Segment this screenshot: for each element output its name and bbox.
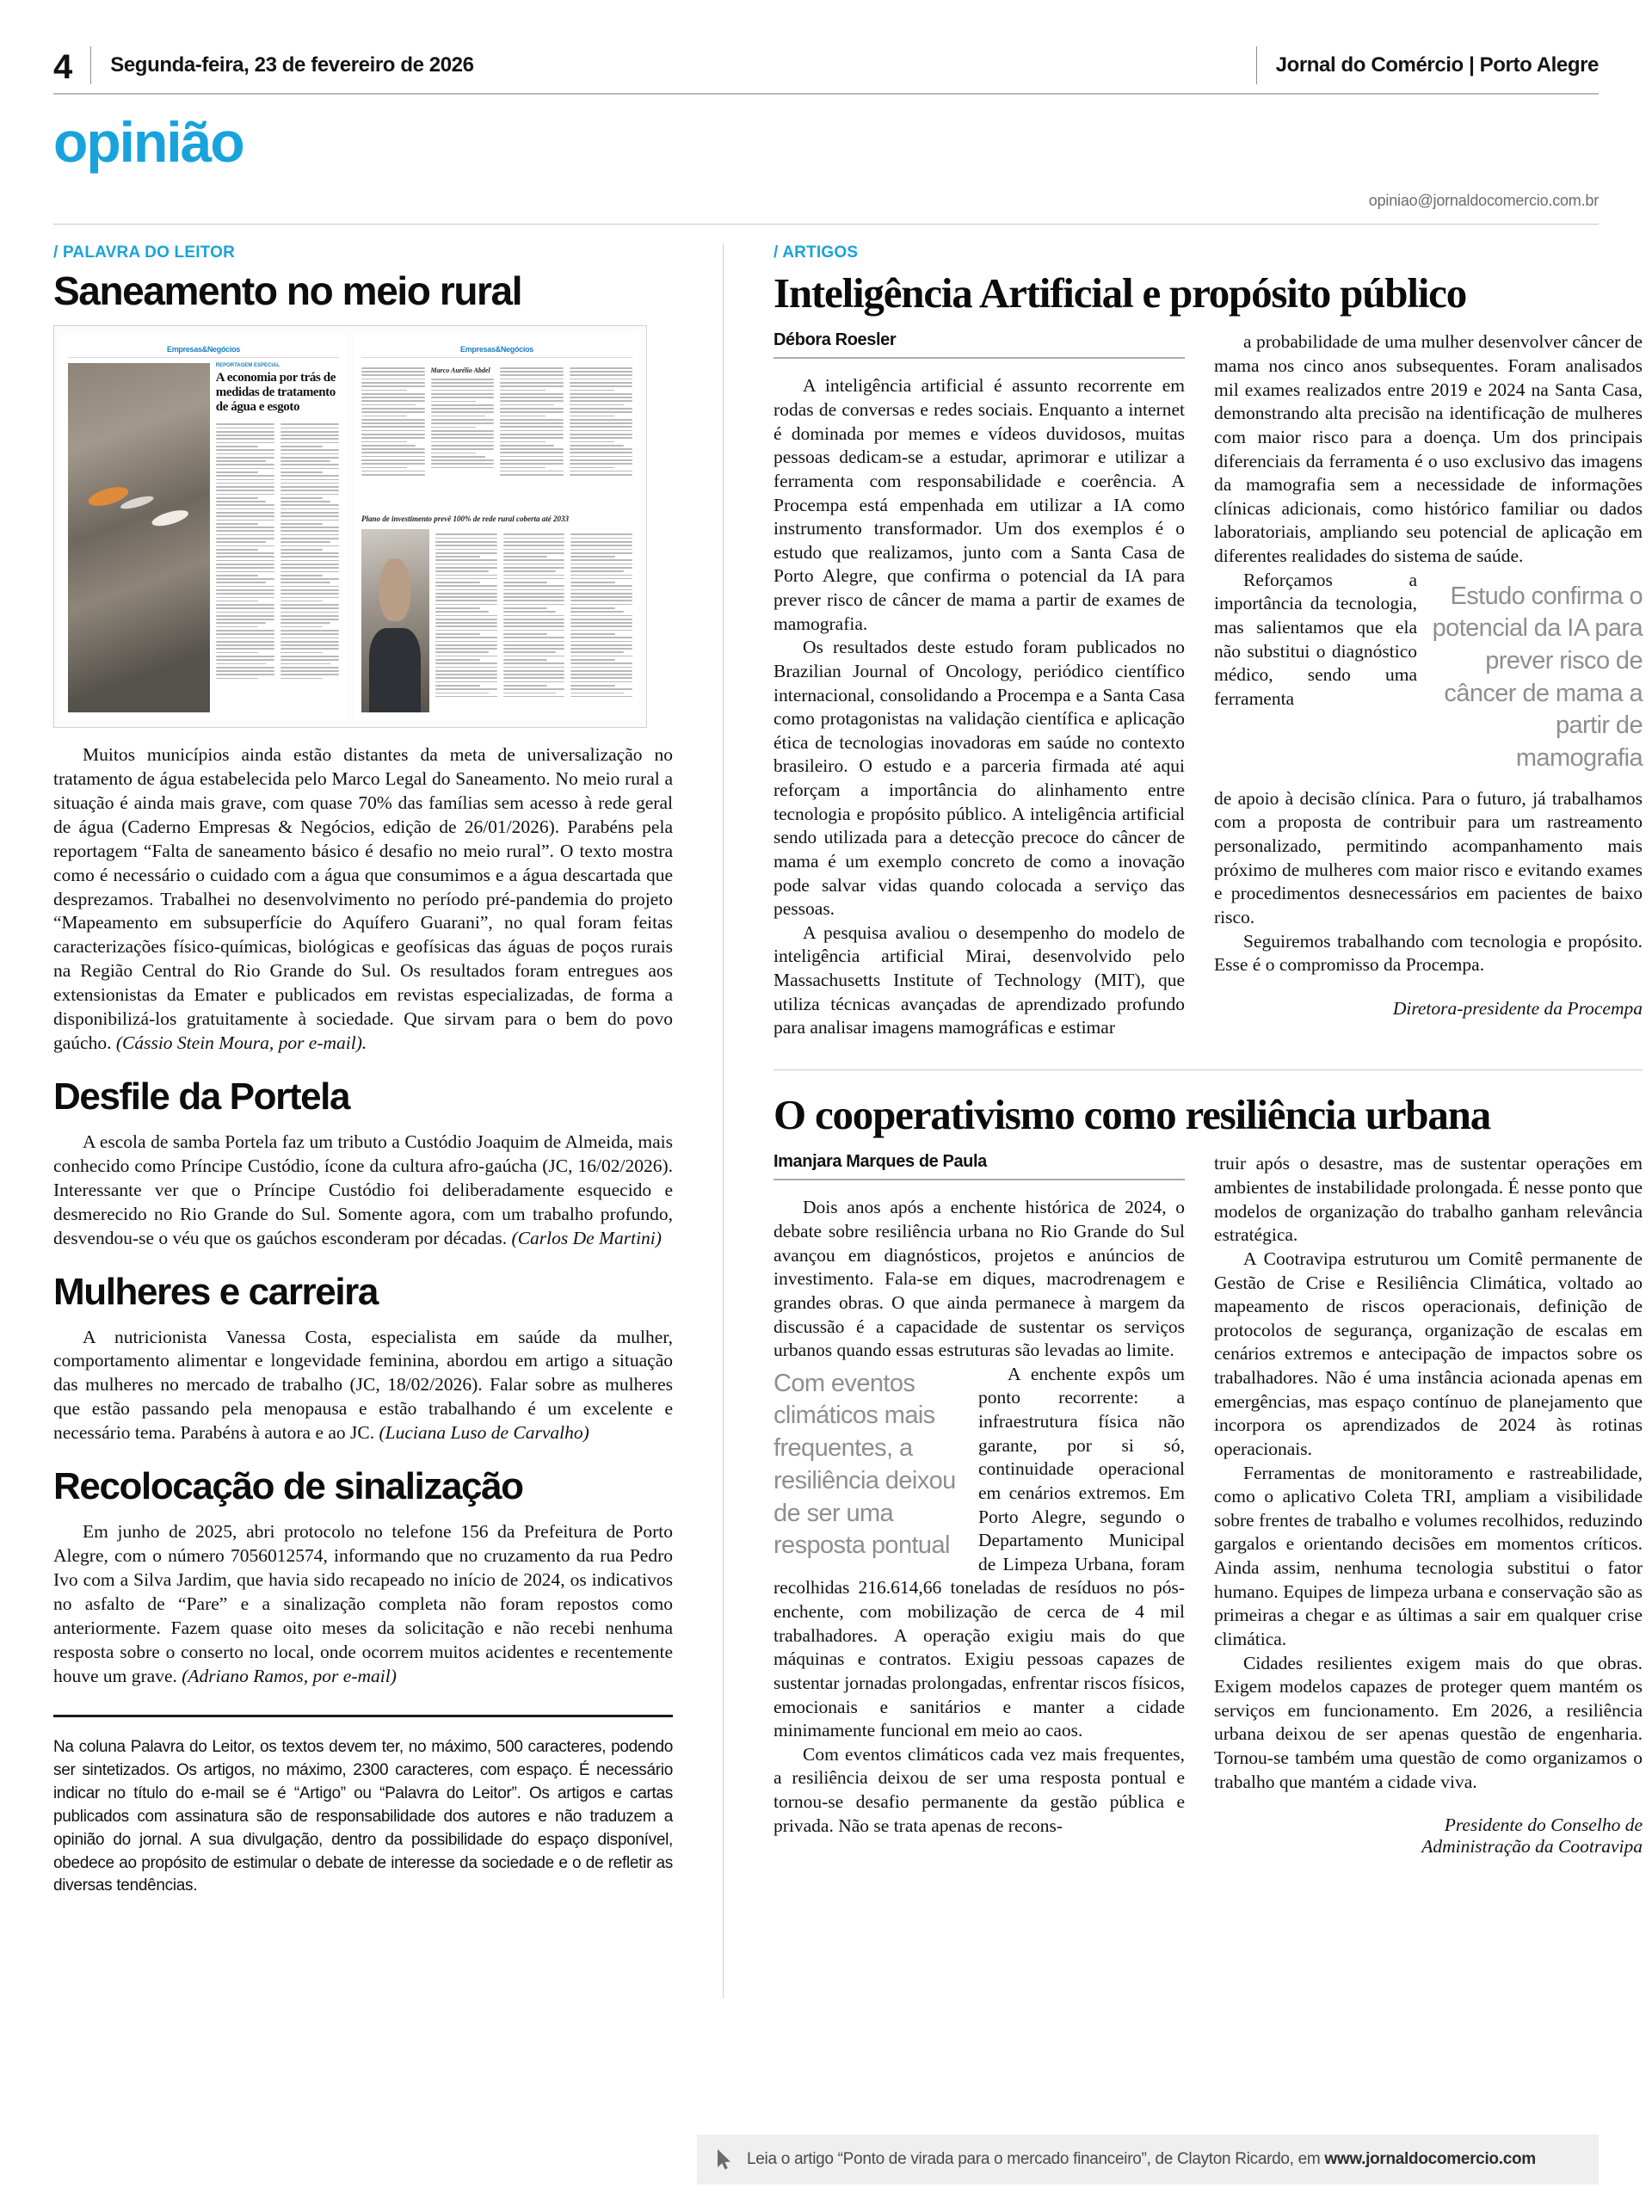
letter-signature-3: (Luciana Luso de Carvalho) — [379, 1422, 589, 1444]
letter-body-4: Em junho de 2025, abri protocolo no telefone 156 da Prefeitura de Porto Alegre, com o número 7056012574, informando que no cruzamento da rua Pedro Ivo com a Silva Jardim, que havia sido recapeado no início de 2024, os indicativos no asfalto de “Pare” e a sinalização completa não foram repostos como anteriormente. Fazem quase oito meses da solicitação e não recebi nenhuma resposta sobre o conserto no local, onde ocorrem muitos acidentes e recentemente houve um grave. (Adriano Ramos, por e-mail) — [53, 1521, 673, 1686]
clipping-right-page — [354, 333, 639, 720]
article-1-para-4: a probabilidade de uma mulher desenvolver câncer de mama nos cinco anos subsequentes. Foram analisados mil exames realizados entre 2019 e 2024 na Santa Casa, demonstrando alta precisão na identificação de mulheres com maior risco para a doença. Um dos principais diferenciais da ferramenta é o uso exclusivo das imagens da mamografia sem a necessidade de informações clínicas adicionais, como histórico familiar ou dados laboratoriais, ampliando seu potencial de aplicação em diferentes realidades do sistema de saúde. — [1214, 331, 1643, 567]
clipping-kicker: REPORTAGEM ESPECIAL — [215, 362, 280, 368]
section-email[interactable]: opiniao@jornaldocomercio.com.br — [1368, 192, 1599, 209]
article-2-signature-line1: Presidente do Conselho de — [1444, 1815, 1643, 1836]
page-number: 4 — [53, 48, 72, 86]
letters-divider — [53, 1715, 673, 1717]
letter-title-2: Desfile da Portela — [53, 1075, 350, 1118]
letter-body-1: Muitos municípios ainda estão distantes da meta de universalização no tratamento de água estabelecida pelo Marco Legal do Saneamento. No meio rural a situação é ainda mais grave, com quase 70% das famílias sem acesso à rede geral de água (Caderno Empresas & Negócios, edição de 26/01/2026). Parabéns pela reportagem “Falta de saneamento básico é desafio no meio rural”. O texto mostra como é necessário o cuidado com a água que consumimos e a água descartada que desprezamos. Trabalhei no desenvolvimento no período pré-pandemia do projeto “Mapeamento em subsuperfície do Aquífero Guarani”, no qual foram feitas caracterizações físico-químicas, biológicas e geofísicas das águas de poços rurais na Região Central do Rio Grande do Sul. Os resultados foram entregues aos extensionistas da Emater e publicados em revistas especializadas, de forma a disponibilizá-los gratuitamente à sociedade. Que sirvam para o bem do povo gaúcho. (Cássio Stein Moura, por e-mail). — [53, 743, 673, 1054]
letters-column — [53, 243, 673, 1898]
article-divider — [774, 1069, 1643, 1070]
article-1-para-6: de apoio à decisão clínica. Para o futuro, já trabalhamos com a proposta de contribuir para um rastreamento personalizado, permitindo acompanhamento mais próximo de mulheres com maior risco e evitando exames e procedimentos desnecessários em pacientes de baixo risco. — [1214, 787, 1643, 927]
letter-body-2: A escola de samba Portela faz um tributo a Custódio Joaquim de Almeida, mais conhecido como Príncipe Custódio, ícone da cultura afro-gaúcha (JC, 16/02/2026). Interessante ver que o Príncipe Custódio foi deliberadamente esquecido e desmerecido no Rio Grande do Sul. Somente agora, com um trabalho profundo, desvendou-se o véu que os gaúchos esconderam por décadas. (Carlos De Martini) — [53, 1131, 673, 1248]
promo-bar[interactable] — [697, 2135, 1599, 2184]
promo-url[interactable]: www.jornaldocomercio.com — [1324, 2150, 1536, 2168]
letter-title-3: Mulheres e carreira — [53, 1270, 378, 1313]
letter-body-3: A nutricionista Vanessa Costa, especialista em saúde da mulher, comportamento alimentar e longevidade feminina, abordou em artigo a situação das mulheres no mercado de trabalho (JC, 18/02/2026). Falar sobre as mulheres que estão passando pela menopausa e estão trabalhando é um excelente e necessário tema. Parabéns à autora e ao JC. (Luciana Luso de Carvalho) — [53, 1326, 673, 1444]
article-2-signature-line2: Administração da Cootravipa — [1421, 1836, 1643, 1858]
article-1-para-7: Seguiremos trabalhando com tecnologia e propósito. Esse é o compromisso da Procempa. — [1214, 930, 1643, 976]
article-1-left-column — [774, 330, 1185, 1040]
article-1-para-2: Os resultados deste estudo foram publicados no Brazilian Journal of Oncology, periódico científico internacional, consolidando a Procempa e a Santa Casa como protagonistas na validação científica e aplicação ética de tecnologias inovadoras em saúde no contexto brasileiro. O estudo e a parceria firmada até aqui reforçam a importância do alinhamento entre tecnologia e propósito público. A inteligência artificial sendo utilizada para a detecção precoce do câncer de mama é um exemplo concreto de como a inovação pode salvar vidas quando colocada a serviço das pessoas. — [774, 637, 1185, 920]
article-1-signature: Diretora-presidente da Procempa — [1392, 997, 1643, 1019]
article-1-para-5: Reforçamos a importância da tecnologia, mas salientamos que ela não substitui o diagnóstico médico, sendo uma ferramenta — [1214, 569, 1417, 709]
promo-prefix: Leia o artigo “Ponto de virada para o mercado financeiro”, de Clayton Ricardo, em — [747, 2150, 1325, 2168]
article-2-para-3: Com eventos climáticos cada vez mais frequentes, a resiliência deixou de ser uma resposta pontual e tornou-se desafio permanente da gestão pública e privada. Não se trata apenas de recons- — [774, 1743, 1185, 1836]
edition-date: Segunda-feira, 23 de fevereiro de 2026 — [110, 53, 474, 77]
letter-signature-1: (Cássio Stein Moura, por e-mail). — [115, 1032, 367, 1054]
article-cooperativismo — [774, 1090, 1643, 1858]
clipping-brand-left: Empresas&Negócios — [167, 344, 240, 354]
article-1-pullquote: Estudo confirma o potencial da IA para prever risco de câncer de mama a partir de mamografia — [1432, 582, 1643, 773]
article-2-pullquote: Com eventos climáticos mais frequentes, a resiliência deixou de ser uma resposta pontual — [774, 1369, 956, 1560]
articles-kicker: / ARTIGOS — [774, 243, 859, 262]
article-1-gutter — [1185, 330, 1214, 1040]
article-1-right-column — [1214, 330, 1643, 1040]
paper-name: Jornal do Comércio | Porto Alegre — [1275, 53, 1599, 77]
article-2-gutter — [1185, 1152, 1214, 1858]
body-grid — [53, 243, 1643, 1999]
article-2-para-1: Dois anos após a enchente histórica de 2024, o debate sobre resiliência urbana no Rio Grande do Sul avançou em diagnósticos, projetos e anúncios de investimento. Fala-se em diques, macrodrenagem e grandes obras. O que ainda permanece à margem da discussão é a capacidade de sustentar os serviços urbanos quando essas estruturas são levadas ao limite. — [774, 1197, 1185, 1361]
article-2-para-5: A Cootravipa estruturou um Comitê permanente de Gestão de Crise e Resiliência Climática, voltado ao mapeamento de riscos operacionais, definição de protocolos de segurança, organização de escalas em cenários extremos e antecipação de impactos sobre os trabalhadores. Não é uma instância acionada apenas em emergências, mas espaço contínuo de planejamento que incorpora os aprendizados de 2024 às rotinas operacionais. — [1214, 1248, 1643, 1459]
page-title: opinião — [53, 110, 243, 174]
letter-title-4: Recolocação de sinalização — [53, 1465, 523, 1508]
article-2-para-6: Ferramentas de monitoramento e rastreabilidade, como o aplicativo Coleta TRI, ampliam a visibilidade sobre frentes de trabalho e volumes recolhidos, reduzindo gargalos e orientando decisões em momentos críticos. Ainda assim, nenhuma tecnologia substitui o fator humano. Equipes de limpeza urbana e conservação são as primeiras a chegar e as últimas a sair em qualquer crise climática. — [1214, 1462, 1643, 1649]
masthead — [53, 46, 1599, 95]
letters-kicker: / PALAVRA DO LEITOR — [53, 243, 236, 262]
clipping-subhead: Plano de investimento prevê 100% de rede rural coberta até 2033 — [361, 514, 569, 524]
article-2-para-2: A enchente expôs um ponto recorrente: a infraestrutura física não garante, por si só, continuidade operacional em cenários extremos. Em Porto Alegre, segundo o Departamento Municipal de Limpeza Urbana, foram recolhidas 216.614,66 toneladas de resíduos no pós-enchente, com mobilização de cerca de 4 mil trabalhadores. A operação exigiu mais do que máquinas e contratos. Exigiu pessoas capazes de sustentar jornadas prolongadas, enfrentar riscos físicos, emocionais e sanitários e manter a cidade minimamente funcional em meio ao caos. — [774, 1363, 1185, 1741]
article-2-para-4: truir após o desastre, mas de sustentar operações em ambientes de instabilidade prolongada. É nesse ponto que modelos de organização do trabalho ganham relevância estratégica. — [1214, 1153, 1643, 1246]
byline-rule-2 — [774, 1179, 1185, 1180]
clipping-brand-right: Empresas&Negócios — [460, 344, 533, 354]
article-author-1: Débora Roesler — [774, 330, 897, 350]
articles-column — [774, 243, 1643, 1858]
letters-fine-print: Na coluna Palavra do Leitor, os textos devem ter, no máximo, 500 caracteres, podendo ser sintetizados. Os artigos, no máximo, 2300 caracteres, com espaço. É necessário indicar no título do e-mail se é “Artigo” ou “Palavra do Leitor”. Os artigos e cartas publicados com assinatura são de responsabilidade dos autores e não traduzem a opinião do jornal. A sua divulgação, dentro da possibilidade do espaço disponível, obedece ao propósito de estimular o debate de interesse da sociedade e o de refletir as diversas tendências. — [53, 1737, 673, 1895]
article-2-para-7: Cidades resilientes exigem mais do que obras. Exigem modelos capazes de proteger quem mantém os serviços em funcionamento. Em 2026, a resiliência urbana deixou de ser apenas questão de engenharia. Tornou-se também uma questão de como organizamos o trabalho que mantém a cidade viva. — [1214, 1652, 1643, 1792]
promo-text — [747, 2150, 1536, 2169]
clipping-byline-right: Marco Aurélio Abdel — [430, 366, 490, 374]
column-divider — [723, 243, 724, 1999]
article-title-2: O cooperativismo como resiliência urbana — [774, 1090, 1490, 1138]
cursor-arrow-icon — [716, 2148, 733, 2171]
clipping-headline: A economia por trás de medidas de tratamento de água e esgoto — [215, 370, 336, 414]
letter-signature-4: (Adriano Ramos, por e-mail) — [182, 1665, 397, 1686]
article-2-right-column — [1214, 1152, 1643, 1858]
article-author-2: Imanjara Marques de Paula — [774, 1152, 987, 1172]
newspaper-clipping-image — [53, 325, 647, 728]
letter-signature-2: (Carlos De Martini) — [511, 1227, 662, 1248]
clipping-left-page — [61, 333, 346, 720]
byline-rule-1 — [774, 357, 1185, 359]
article-1-para-3: A pesquisa avaliou o desempenho do modelo de inteligência artificial Mirai, desenvolvido pelo Massachusetts Institute of Technology (MIT), que utiliza técnicas avançadas de aprendizado profundo para analisar imagens mamográficas e estimar — [774, 921, 1185, 1038]
article-title-1: Inteligência Artificial e propósito público — [774, 269, 1466, 317]
article-1-para-1: A inteligência artificial é assunto recorrente em rodas de conversas e redes sociais. Enquanto a internet é dominada por memes e vídeos duvidosos, muitas pessoas dedicam-se a estudar, aprimorar e utilizar a ferramenta com responsabilidade e coerência. A Procempa está empenhada em utilizar a IA como instrumento transformador. Um dos exemplos é o estudo que realizamos, junto com a Santa Casa de Porto Alegre, que confirma o potencial da IA para prever risco de câncer de mama a partir de exames de mamografia. — [774, 375, 1185, 634]
section-rule — [53, 224, 1599, 225]
article-inteligencia-artificial — [774, 271, 1643, 1040]
article-2-left-column — [774, 1152, 1185, 1858]
letter-title-1: Saneamento no meio rural — [53, 268, 522, 313]
section-band — [53, 95, 1599, 224]
